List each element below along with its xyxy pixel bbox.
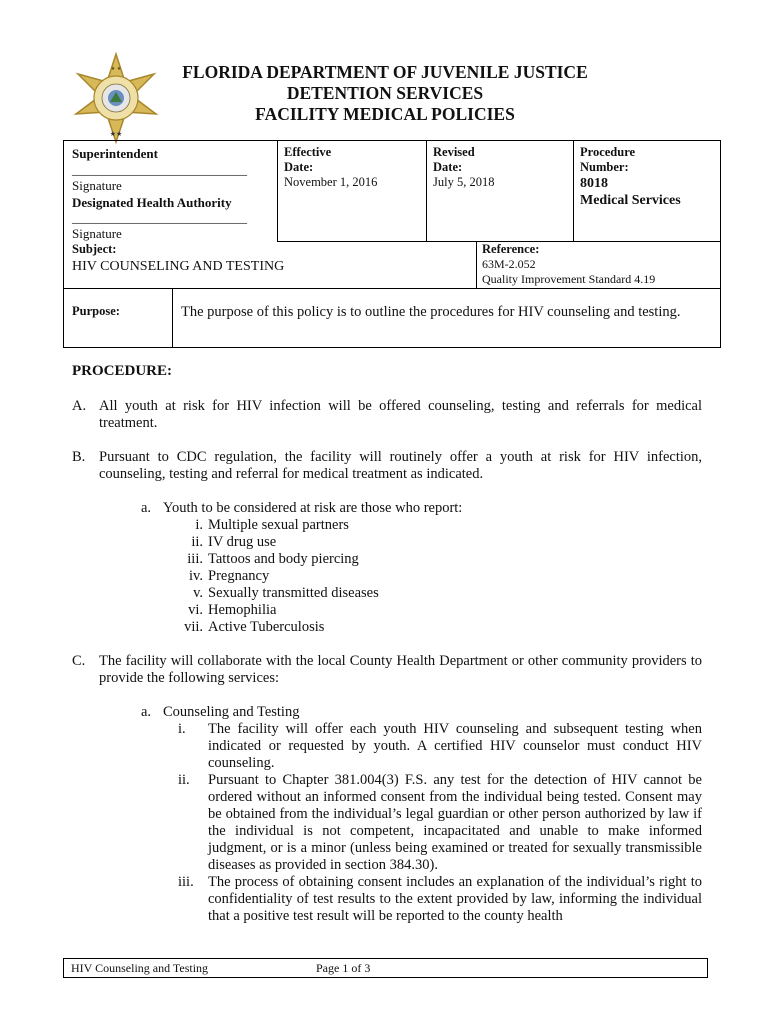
subject-value: HIV COUNSELING AND TESTING [72,259,285,274]
item-marker: vii. [184,619,203,635]
superintendent-label: Superintendent [72,146,158,161]
revised-date-label: Date: [433,160,463,174]
sub-item-c-a [72,704,702,721]
footer-title: HIV Counseling and Testing [71,961,209,975]
reference-code: 63M-2.052 [482,257,536,271]
subject-label: Subject: [72,242,117,256]
reference-standard: Quality Improvement Standard 4.19 [482,272,656,286]
item-marker: a. [141,704,152,720]
item-marker: ii. [191,534,203,550]
list-item [72,534,702,551]
list-item [72,602,702,619]
purpose-label: Purpose: [72,304,120,318]
list-item [72,517,702,534]
revised-date-value: July 5, 2018 [433,175,495,189]
divider [64,288,720,289]
item-text: Pregnancy [208,568,270,584]
item-text: The facility will collaborate with the local County Health Department or other community providers to provide the following services: [99,653,702,686]
effective-date-value: November 1, 2016 [284,175,378,189]
svg-text:★ ★: ★ ★ [110,66,122,72]
procedure-label: Procedure [580,145,636,159]
item-text: Tattoos and body piercing [208,551,359,567]
page-footer [63,958,708,978]
item-marker: ii. [178,772,190,788]
signature-label-1: Signature [72,178,122,193]
title-line-3: FACILITY MEDICAL POLICIES [255,104,515,124]
risk-factor-list [72,517,702,636]
procedure-item-b [72,449,702,483]
signature-line-2: ____________________________ [72,211,247,225]
list-item [72,619,702,636]
department-seal-logo [70,52,162,144]
item-text: All youth at risk for HIV infection will be offered counseling, testing and referrals for medical treatment. [99,398,702,431]
procedure-number: 8018 [580,176,608,191]
procedure-section [72,363,702,925]
signature-line-1: ____________________________ [72,163,247,177]
procedure-name: Medical Services [580,193,681,208]
procedure-item-c [72,653,702,687]
item-text: Pursuant to Chapter 381.004(3) F.S. any test for the detection of HIV cannot be ordered without an informed consent from the individual being tested. Consent may be obtained from the individual’s legal guardian or other person authorized by law if the individual is not competent, incapacitated and unable to make informed judgment, or is a minor (unless being examined or treated for sexually transmissible diseases as provided in section 384.30). [208,772,702,873]
item-text: IV drug use [208,534,277,550]
list-item [72,551,702,568]
item-marker: i. [195,517,203,533]
revised-label: Revised [433,145,475,159]
effective-date-label: Date: [284,160,314,174]
effective-label: Effective [284,145,332,159]
reference-label: Reference: [482,242,540,256]
list-item [72,721,702,772]
item-marker: B. [72,449,86,465]
procedure-item-a [72,398,702,432]
health-authority-label: Designated Health Authority [72,195,232,210]
title-line-1: FLORIDA DEPARTMENT OF JUVENILE JUSTICE [182,62,588,82]
divider [476,241,477,289]
divider [172,288,173,348]
item-marker: vi. [188,602,203,618]
divider [426,141,427,241]
item-text: The process of obtaining consent includes an explanation of the individual’s right to confidentiality of test results to the extent provided by law, informing the individual that a positive test result will be reported to the county health [208,874,702,924]
item-marker: A. [72,398,87,414]
item-marker: iv. [189,568,203,584]
item-text: Sexually transmitted diseases [208,585,379,601]
divider [573,141,574,241]
item-text: The facility will offer each youth HIV counseling and subsequent testing when indicated or requested by youth. A certified HIV counselor must conduct HIV counseling. [208,721,702,771]
item-text: Multiple sexual partners [208,517,349,533]
item-marker: iii. [187,551,203,567]
title-line-2: DETENTION SERVICES [286,83,484,103]
divider [277,141,278,241]
item-text: Youth to be considered at risk are those who report: [163,500,463,516]
procedure-heading: PROCEDURE: [72,363,172,379]
sub-item-b-a [72,500,702,517]
item-text: Counseling and Testing [163,704,300,720]
item-marker: v. [193,585,203,601]
procedure-number-label: Number: [580,160,629,174]
item-marker: a. [141,500,152,516]
item-marker: i. [178,721,186,737]
item-marker: C. [72,653,86,669]
item-text: Active Tuberculosis [208,619,325,635]
list-item [72,874,702,925]
purpose-text: The purpose of this policy is to outline the procedures for HIV counseling and testing. [181,304,681,320]
policy-info-table [63,140,721,348]
item-marker: iii. [178,874,194,890]
signature-label-2: Signature [72,226,122,241]
item-text: Pursuant to CDC regulation, the facility will routinely offer a youth at risk for HIV infection, counseling, testing and referral for medical treatment as indicated. [99,449,702,482]
item-text: Hemophilia [208,602,277,618]
counseling-testing-list [72,721,702,925]
footer-page-number: Page 1 of 3 [316,961,371,975]
list-item [72,568,702,585]
list-item [72,585,702,602]
list-item [72,772,702,874]
svg-text:★★: ★★ [109,130,123,138]
document-title-block [180,62,590,125]
